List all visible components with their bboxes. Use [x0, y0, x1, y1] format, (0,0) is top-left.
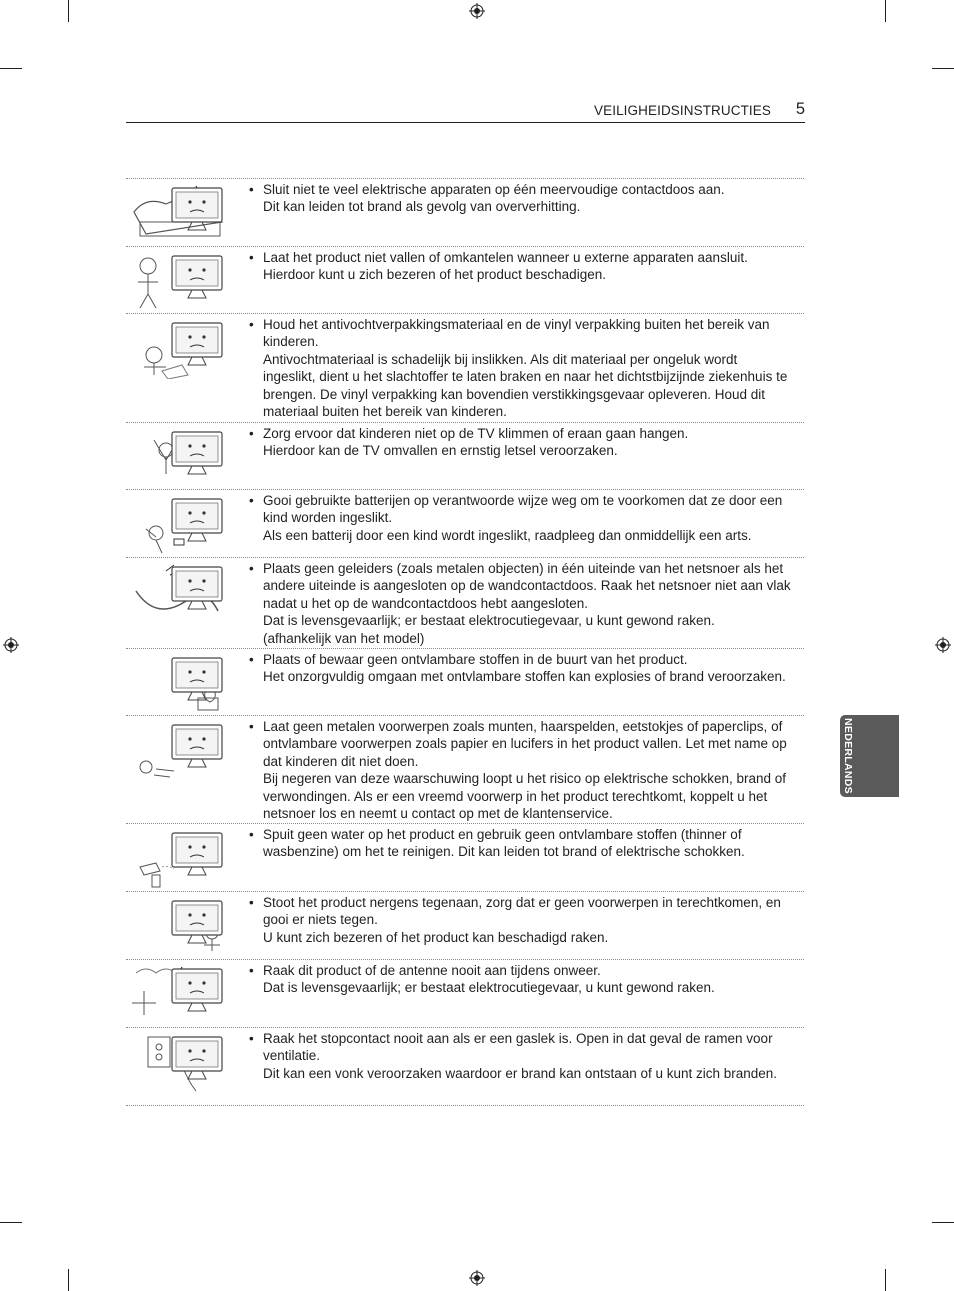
crop-mark: [932, 68, 954, 69]
safety-item: [126, 558, 804, 649]
safety-item-line: Dit kan leiden tot brand als gevolg van oververhitting.: [263, 199, 581, 215]
safety-item-line: Spuit geen water op het product en gebruik geen ontvlambare stoffen (thinner of wasbenzine) om het te reinigen. Dit kan leiden tot brand of elektrische schokken.: [263, 827, 745, 860]
registration-mark-icon: [469, 1270, 485, 1286]
crop-mark: [0, 68, 22, 69]
safety-item-text: [249, 249, 793, 284]
safety-item-line: Gooi gebruikte batterijen op verantwoorde wijze weg om te voorkomen dat ze door een kind worden ingeslikt.: [263, 493, 783, 526]
bullet-icon: •: [249, 827, 254, 842]
safety-item-text: [249, 651, 793, 686]
safety-item-line: Dat is levensgevaarlijk; er bestaat elektrocutiegevaar, u kunt gewond raken.: [263, 613, 715, 629]
safety-item-text: [249, 826, 793, 861]
safety-item: [126, 490, 804, 558]
power-cord-metal-illustration: [126, 561, 236, 623]
safety-item-text: [249, 560, 793, 647]
bullet-icon: •: [249, 182, 254, 197]
child-climbing-tv-illustration: [126, 426, 236, 488]
water-spray-illustration: [126, 827, 236, 889]
safety-item-line: Raak het stopcontact nooit aan als er een gaslek is. Open in dat geval de ramen voor ventilatie.: [263, 1031, 773, 1064]
crop-mark: [68, 1269, 69, 1291]
bullet-icon: •: [249, 1031, 254, 1046]
safety-item-line: Bij negeren van deze waarschuwing loopt u het risico op elektrische schokken, brand of verwondingen. Als er een vreemd voorwerp in het product terechtkomt, koppelt u het netsnoer los en neemt u contact op met de klantenservice.: [263, 771, 787, 822]
safety-item-line: Plaats geen geleiders (zoals metalen objecten) in één uiteinde van het netsnoer als het andere uiteinde is aangesloten op de wandcontactdoos. Raak het netsnoer niet aan vlak nadat u het op de wandcontactdoos hebt aangesloten.: [263, 561, 791, 611]
safety-item-line: Hierdoor kunt u zich bezeren of het product beschadigen.: [263, 267, 606, 283]
flammable-substances-illustration: [126, 652, 236, 714]
registration-mark-icon: [935, 637, 951, 653]
safety-item-line: Dat is levensgevaarlijk; er bestaat elektrocutiegevaar, u kunt gewond raken.: [263, 980, 715, 996]
bullet-icon: •: [249, 250, 254, 265]
safety-item-line: Laat het product niet vallen of omkantelen wanneer u externe apparaten aansluit.: [263, 250, 748, 265]
power-strip-overload-illustration: [126, 182, 236, 244]
registration-mark-icon: [469, 3, 485, 19]
safety-item-text: [249, 316, 793, 420]
safety-item-line: Houd het antivochtverpakkingsmateriaal en de vinyl verpakking buiten het bereik van kinderen.: [263, 317, 770, 350]
page-number: 5: [795, 100, 805, 118]
safety-item-text: [249, 492, 793, 544]
safety-item-line: Sluit niet te veel elektrische apparaten op één meervoudige contactdoos aan.: [263, 182, 725, 197]
safety-item-line: Raak dit product of de antenne nooit aan tijdens onweer.: [263, 963, 601, 978]
bullet-icon: •: [249, 493, 254, 508]
metal-objects-illustration: [126, 719, 236, 781]
safety-item-text: [249, 425, 793, 460]
crop-mark: [932, 1222, 954, 1223]
safety-item-text: [249, 1030, 793, 1082]
safety-item: [126, 824, 804, 892]
safety-item: [126, 892, 804, 960]
bullet-icon: •: [249, 719, 254, 734]
safety-item-line: Hierdoor kan de TV omvallen en ernstig letsel veroorzaken.: [263, 443, 618, 459]
page-header: [126, 100, 805, 123]
language-tab-label: NEDERLANDS: [842, 718, 854, 794]
safety-item-text: [249, 181, 793, 216]
safety-item: [126, 960, 804, 1028]
safety-item: [126, 423, 804, 490]
safety-instruction-list: [126, 178, 804, 1106]
safety-item-text: [249, 894, 793, 946]
battery-disposal-illustration: [126, 493, 236, 555]
safety-item: [126, 179, 804, 247]
safety-item: [126, 716, 804, 824]
gas-leak-socket-illustration: [126, 1031, 236, 1093]
registration-mark-icon: [3, 637, 19, 653]
safety-item-line: Dit kan een vonk veroorzaken waardoor er brand kan ontstaan of u kunt zich branden.: [263, 1065, 778, 1081]
safety-item-text: [249, 718, 793, 822]
safety-item-line: Als een batterij door een kind wordt ingeslikt, raadpleeg dan onmiddellijk een arts.: [263, 527, 752, 543]
ball-impact-illustration: [126, 895, 236, 957]
safety-item-line: U kunt zich bezeren of het product kan beschadigd raken.: [263, 929, 609, 945]
safety-item: [126, 314, 804, 423]
bullet-icon: •: [249, 426, 254, 441]
safety-item-line: Zorg ervoor dat kinderen niet op de TV klimmen of eraan gaan hangen.: [263, 426, 689, 441]
crop-mark: [0, 1222, 22, 1223]
safety-item-line: Het onzorgvuldig omgaan met ontvlambare stoffen kan explosies of brand veroorzaken.: [263, 669, 786, 685]
safety-item: [126, 247, 804, 314]
safety-item-line: Stoot het product nergens tegenaan, zorg dat er geen voorwerpen in terechtkomen, en gooi er niets tegen.: [263, 895, 781, 928]
crop-mark: [68, 0, 69, 22]
safety-item-text: [249, 962, 793, 997]
bullet-icon: •: [249, 561, 254, 576]
safety-item: [126, 1028, 804, 1106]
bullet-icon: •: [249, 317, 254, 332]
thunderstorm-antenna-illustration: [126, 963, 236, 1025]
tv-tipping-child-illustration: [126, 250, 236, 312]
crop-mark: [885, 0, 886, 22]
safety-item-line: Plaats of bewaar geen ontvlambare stoffen in de buurt van het product.: [263, 652, 688, 667]
section-title: VEILIGHEIDSINSTRUCTIES: [594, 103, 771, 118]
packaging-child-illustration: [126, 317, 236, 379]
language-tab: [840, 715, 899, 797]
bullet-icon: •: [249, 895, 254, 910]
safety-item-line: (afhankelijk van het model): [263, 630, 425, 646]
safety-item-line: Laat geen metalen voorwerpen zoals munten, haarspelden, eetstokjes of paperclips, of ontvlambare voorwerpen zoals papier en lucifers in het product vallen. Let met name op dat kinderen dit niet doen.: [263, 719, 787, 769]
bullet-icon: •: [249, 652, 254, 667]
bullet-icon: •: [249, 963, 254, 978]
crop-mark: [885, 1269, 886, 1291]
safety-item-line: Antivochtmateriaal is schadelijk bij inslikken. Als dit materiaal per ongeluk wordt ingeslikt, dient u het slachtoffer te laten braken en naar het dichtstbijzijnde ziekenhuis te brengen. De vinyl verpakking kan bovendien verstikkingsgevaar opleveren. Houd dit materiaal buiten het bereik van kinderen.: [263, 351, 788, 420]
safety-item: [126, 649, 804, 716]
